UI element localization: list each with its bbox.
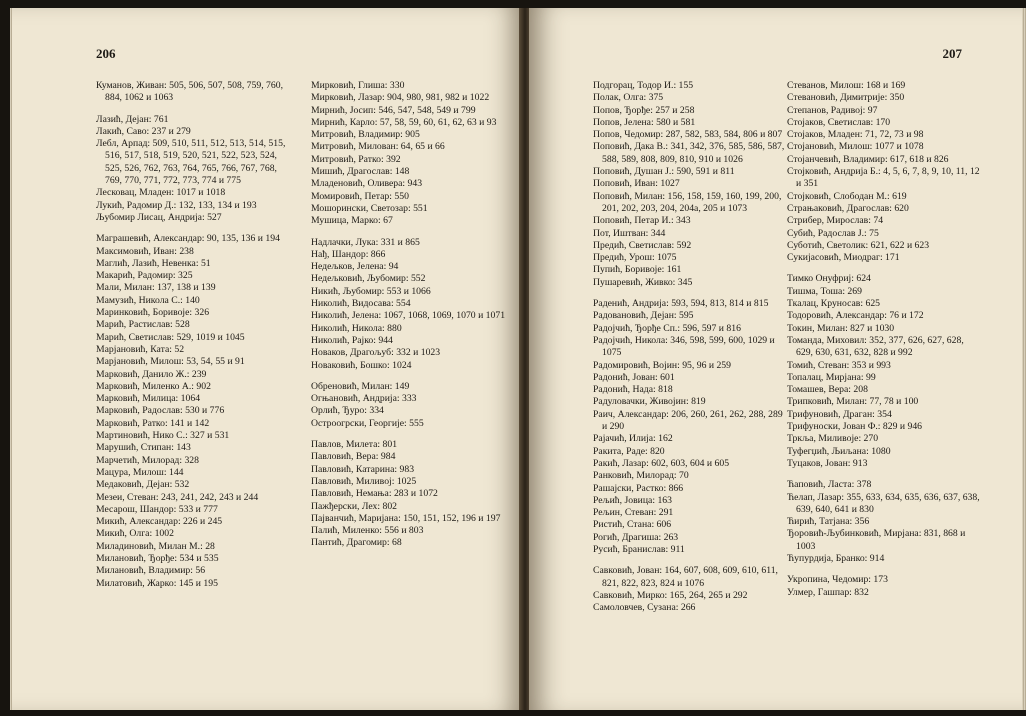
index-entry: Стојковић, Слободан М.: 619 xyxy=(787,190,907,202)
index-entry: Укропина, Чедомир: 173 xyxy=(787,574,888,586)
index-entry: Маграшевић, Александар: 90, 135, 136 и 194 xyxy=(96,233,280,245)
index-entry: Павловић, Катарина: 983 xyxy=(311,463,415,475)
index-entry: Ристић, Стана: 606 xyxy=(593,519,672,531)
letter-group-gap xyxy=(593,289,789,298)
index-entry: Тодоровић, Александар: 76 и 172 xyxy=(787,310,924,322)
index-entry: Лазић, Дејан: 761 xyxy=(96,113,169,125)
index-entry: Милатовић, Жарко: 145 и 195 xyxy=(96,577,218,589)
index-entry: Куманов, Живан: 505, 506, 507, 508, 759, 760, 884, 1062 и 1063 xyxy=(96,80,283,104)
index-entry: Мирнић, Јосип: 546, 547, 548, 549 и 799 xyxy=(311,104,476,116)
index-entry: Момировић, Петар: 550 xyxy=(311,190,409,202)
index-entry: Љубомир Лисац, Андрија: 527 xyxy=(96,211,222,223)
index-entry: Мирковић, Лазар: 904, 980, 981, 982 и 1022 xyxy=(311,92,490,104)
index-entry: Ћаповић, Ласта: 378 xyxy=(787,479,872,491)
index-entry: Обреновић, Милан: 149 xyxy=(311,380,410,392)
index-entry: Павлов, Милета: 801 xyxy=(311,439,398,451)
index-entry: Поповић, Дака В.: 341, 342, 376, 585, 586, 587, 588, 589, 808, 809, 810, 910 и 1026 xyxy=(593,141,785,165)
index-entry: Остроогрски, Георгије: 555 xyxy=(311,417,424,429)
index-entry: Ћелап, Лазар: 355, 633, 634, 635, 636, 637, 638, 639, 640, 641 и 830 xyxy=(787,491,980,515)
index-entry: Миладиновић, Милан М.: 28 xyxy=(96,540,215,552)
index-entry: Туфегџић, Љиљана: 1080 xyxy=(787,445,891,457)
index-entry: Попов, Ђорђе: 257 и 258 xyxy=(593,104,695,116)
index-entry: Младеновић, Оливера: 943 xyxy=(311,178,423,190)
index-entry: Топалац, Мирјана: 99 xyxy=(787,371,876,383)
index-entry: Поповић, Душан Ј.: 590, 591 и 811 xyxy=(593,166,735,178)
index-entry: Тимко Онуфриј: 624 xyxy=(787,273,871,285)
index-entry: Новаков, Драгољуб: 332 и 1023 xyxy=(311,347,441,359)
index-entry: Попов, Јелена: 580 и 581 xyxy=(593,116,696,128)
index-entry: Павловић, Миливој: 1025 xyxy=(311,475,417,487)
index-entry: Радомировић, Војин: 95, 96 и 259 xyxy=(593,359,731,371)
index-entry: Маглић, Лазић, Невенка: 51 xyxy=(96,257,211,269)
letter-group-gap xyxy=(787,264,983,273)
index-entry: Поповић, Иван: 1027 xyxy=(593,178,680,190)
index-entry: Стојановић, Милош: 1077 и 1078 xyxy=(787,141,924,153)
index-entry: Нађ, Шандор: 866 xyxy=(311,248,386,260)
index-entry: Мали, Милан: 137, 138 и 139 xyxy=(96,282,216,294)
index-entry: Марчетић, Милорад: 328 xyxy=(96,454,199,466)
letter-group-gap xyxy=(593,556,789,565)
index-entry: Марковић, Миленко А.: 902 xyxy=(96,380,211,392)
index-entry: Митровић, Владимир: 905 xyxy=(311,129,420,141)
index-entry: Трипковић, Милан: 77, 78 и 100 xyxy=(787,396,919,408)
index-entry: Митровић, Ратко: 392 xyxy=(311,153,401,165)
index-entry: Попов, Чедомир: 287, 582, 583, 584, 806 и 807 xyxy=(593,129,783,141)
index-entry: Рогић, Драгиша: 263 xyxy=(593,531,679,543)
index-entry: Ракита, Раде: 820 xyxy=(593,445,665,457)
letter-group-gap xyxy=(787,565,983,574)
index-entry: Ранковић, Милорад: 70 xyxy=(593,470,689,482)
index-entry: Русић, Бранислав: 911 xyxy=(593,543,685,555)
book-spread xyxy=(10,8,1018,710)
index-entry: Мезеи, Стеван: 243, 241, 242, 243 и 244 xyxy=(96,491,259,503)
index-entry: Подгорац, Тодор И.: 155 xyxy=(593,80,694,91)
letter-group-gap xyxy=(96,105,292,114)
index-entry: Павловић, Вера: 984 xyxy=(311,451,396,463)
index-entry: Мартиновић, Нико С.: 327 и 531 xyxy=(96,430,230,442)
index-entry: Марић, Светислав: 529, 1019 и 1045 xyxy=(96,331,245,343)
index-entry: Рајачић, Илија: 162 xyxy=(593,433,673,445)
index-entry: Радојчић, Никола: 346, 598, 599, 600, 1029 и 1075 xyxy=(593,334,775,359)
index-entry: Тишма, Тоша: 269 xyxy=(787,285,862,297)
index-entry: Пушаревић, Живко: 345 xyxy=(593,276,693,288)
letter-group-gap xyxy=(311,372,507,381)
index-entry: Мушица, Марко: 67 xyxy=(311,215,393,227)
index-entry: Марјановић, Милош: 53, 54, 55 и 91 xyxy=(96,356,245,368)
index-entry: Павловић, Немања: 283 и 1072 xyxy=(311,488,438,500)
letter-group-gap xyxy=(311,430,507,439)
index-column-1 xyxy=(96,80,292,590)
index-entry: Недељков, Јелена: 94 xyxy=(311,261,399,273)
index-entry: Макарић, Радомир: 325 xyxy=(96,270,193,282)
index-entry: Марјановић, Ката: 52 xyxy=(96,343,185,355)
index-entry: Савковић, Мирко: 165, 264, 265 и 292 xyxy=(593,589,748,601)
index-entry: Лебл, Арпад: 509, 510, 511, 512, 513, 514, 515, 516, 517, 518, 519, 520, 521, 522, 523, 524, 525, 526, 762, 763, 764, 765, 766, 767, 768, 769, 770, 771, 772, 773, 774 и 775 xyxy=(96,138,286,187)
index-entry: Николић, Видосава: 554 xyxy=(311,298,411,310)
index-entry: Месарош, Шандор: 533 и 777 xyxy=(96,503,218,515)
index-entry: Савковић, Јован: 164, 607, 608, 609, 610, 611, 821, 822, 823, 824 и 1076 xyxy=(593,565,778,589)
index-entry: Микић, Олга: 1002 xyxy=(96,528,174,540)
index-entry: Марковић, Ратко: 141 и 142 xyxy=(96,417,210,429)
index-entry: Радонић, Нада: 818 xyxy=(593,384,673,396)
index-entry: Марковић, Радослав: 530 и 776 xyxy=(96,405,225,417)
page-number: 207 xyxy=(942,46,962,61)
index-entry: Страњаковић, Драгослав: 620 xyxy=(787,202,909,214)
index-entry: Мошорински, Светозар: 551 xyxy=(311,202,428,214)
index-entry: Мацура, Милош: 144 xyxy=(96,466,184,478)
index-entry: Мирковић, Глиша: 330 xyxy=(311,80,405,91)
index-entry: Рељин, Стеван: 291 xyxy=(593,507,674,519)
index-entry: Радовановић, Дејан: 595 xyxy=(593,310,694,322)
index-entry: Ткалац, Круносав: 625 xyxy=(787,298,881,310)
index-entry: Ђоровић-Љубинковић, Мирјана: 831, 868 и 1003 xyxy=(787,528,966,552)
index-entry: Палић, Миленко: 556 и 803 xyxy=(311,525,424,537)
index-entry: Мишић, Драгослав: 148 xyxy=(311,166,410,178)
index-entry: Николић, Рајко: 944 xyxy=(311,334,393,346)
left-page xyxy=(10,8,522,710)
index-entry: Орлић, Ђуро: 334 xyxy=(311,405,384,417)
index-entry: Стојаков, Младен: 71, 72, 73 и 98 xyxy=(787,129,924,141)
index-entry: Радуловачки, Живојин: 819 xyxy=(593,396,706,408)
index-entry: Стојковић, Андрија Б.: 4, 5, 6, 7, 8, 9, 10, 11, 12 и 351 xyxy=(787,166,980,190)
index-column-2 xyxy=(787,80,983,599)
index-entry: Субић, Радослав Ј.: 75 xyxy=(787,227,879,239)
index-entry: Токин, Милан: 827 и 1030 xyxy=(787,322,895,334)
index-entry: Стојанчевић, Владимир: 617, 618 и 826 xyxy=(787,153,949,165)
index-entry: Стеванов, Милош: 168 и 169 xyxy=(787,80,906,91)
index-entry: Самоловчев, Сузана: 266 xyxy=(593,602,696,614)
index-entry: Тркља, Миливоје: 270 xyxy=(787,433,879,445)
index-entry: Митровић, Милован: 64, 65 и 66 xyxy=(311,141,445,153)
index-entry: Стојаков, Светислав: 170 xyxy=(787,116,891,128)
index-column-1 xyxy=(593,80,789,614)
right-page xyxy=(529,8,1026,710)
index-entry: Огњановић, Андрија: 333 xyxy=(311,393,417,405)
index-entry: Рашајски, Растко: 866 xyxy=(593,482,684,494)
index-entry: Степанов, Радивој: 97 xyxy=(787,104,878,116)
index-entry: Пот, Иштван: 344 xyxy=(593,227,666,239)
index-entry: Пажђерски, Лех: 802 xyxy=(311,500,398,512)
index-entry: Пајванчић, Маријана: 150, 151, 152, 196 и 197 xyxy=(311,512,501,524)
index-entry: Марушић, Стипан: 143 xyxy=(96,442,191,454)
index-entry: Никић, Љубомир: 553 и 1066 xyxy=(311,285,431,297)
index-entry: Суботић, Светолик: 621, 622 и 623 xyxy=(787,239,930,251)
index-entry: Медаковић, Дејан: 532 xyxy=(96,479,190,491)
index-entry: Марковић, Данило Ж.: 239 xyxy=(96,368,207,380)
index-entry: Раденић, Андрија: 593, 594, 813, 814 и 815 xyxy=(593,298,769,310)
letter-group-gap xyxy=(311,228,507,237)
index-entry: Лесковац, Младен: 1017 и 1018 xyxy=(96,187,226,199)
index-entry: Томашев, Вера: 208 xyxy=(787,384,868,396)
index-entry: Мирнић, Карло: 57, 58, 59, 60, 61, 62, 63 и 93 xyxy=(311,116,497,128)
letter-group-gap xyxy=(787,470,983,479)
index-entry: Туцаков, Јован: 913 xyxy=(787,457,868,469)
index-entry: Лукић, Радомир Д.: 132, 133, 134 и 193 xyxy=(96,199,257,211)
index-entry: Раич, Александар: 206, 260, 261, 262, 288, 289 и 290 xyxy=(593,408,783,433)
index-entry: Поповић, Петар И.: 343 xyxy=(593,215,691,227)
index-entry: Милановић, Владимир: 56 xyxy=(96,565,206,577)
index-entry: Ракић, Лазар: 602, 603, 604 и 605 xyxy=(593,457,730,469)
index-column-2 xyxy=(311,80,507,550)
index-entry: Рељић, Јовица: 163 xyxy=(593,494,672,506)
index-entry: Максимовић, Иван: 238 xyxy=(96,245,194,257)
index-entry: Полак, Олга: 375 xyxy=(593,92,664,104)
index-entry: Стевановић, Димитрије: 350 xyxy=(787,92,905,104)
index-entry: Микић, Александар: 226 и 245 xyxy=(96,516,223,528)
index-entry: Пупић, Боривоје: 161 xyxy=(593,264,682,276)
index-entry: Пантић, Драгомир: 68 xyxy=(311,537,402,549)
index-entry: Томанда, Миховил: 352, 377, 626, 627, 628, 629, 630, 631, 632, 828 и 992 xyxy=(787,334,964,359)
index-entry: Милановић, Ђорђе: 534 и 535 xyxy=(96,552,219,564)
index-entry: Николић, Никола: 880 xyxy=(311,322,402,334)
index-entry: Лакић, Саво: 237 и 279 xyxy=(96,125,191,137)
index-entry: Сукијасовић, Миодраг: 171 xyxy=(787,252,900,264)
index-entry: Трифуновић, Драган: 354 xyxy=(787,408,892,420)
index-entry: Ћупурдија, Бранко: 914 xyxy=(787,552,885,564)
letter-group-gap xyxy=(96,224,292,233)
index-entry: Трифуноски, Јован Ф.: 829 и 946 xyxy=(787,421,923,433)
index-entry: Маринковић, Боривоје: 326 xyxy=(96,307,210,319)
index-entry: Недељковић, Љубомир: 552 xyxy=(311,273,426,285)
index-entry: Надлачки, Лука: 331 и 865 xyxy=(311,236,420,248)
index-entry: Мамузић, Никола С.: 140 xyxy=(96,294,200,306)
index-entry: Предић, Светислав: 592 xyxy=(593,239,692,251)
index-entry: Марковић, Милица: 1064 xyxy=(96,393,201,405)
index-entry: Радонић, Јован: 601 xyxy=(593,371,675,383)
index-entry: Радојчић, Ђорђе Сп.: 596, 597 и 816 xyxy=(593,322,741,334)
index-entry: Улмер, Гашпар: 832 xyxy=(787,586,869,598)
index-entry: Новаковић, Бошко: 1024 xyxy=(311,359,412,371)
index-entry: Томић, Стеван: 353 и 993 xyxy=(787,359,891,371)
page-edges xyxy=(10,8,12,710)
index-entry: Поповић, Милан: 156, 158, 159, 160, 199, 200, 201, 202, 203, 204, 204а, 205 и 1073 xyxy=(593,190,782,214)
page-edges xyxy=(1022,8,1026,710)
index-entry: Николић, Јелена: 1067, 1068, 1069, 1070 и 1071 xyxy=(311,310,506,322)
index-entry: Стрибер, Мирослав: 74 xyxy=(787,215,884,227)
index-entry: Ћирић, Татјана: 356 xyxy=(787,516,870,528)
index-entry: Марић, Растислав: 528 xyxy=(96,319,190,331)
page-number: 206 xyxy=(96,46,116,61)
index-entry: Предић, Урош: 1075 xyxy=(593,252,677,264)
